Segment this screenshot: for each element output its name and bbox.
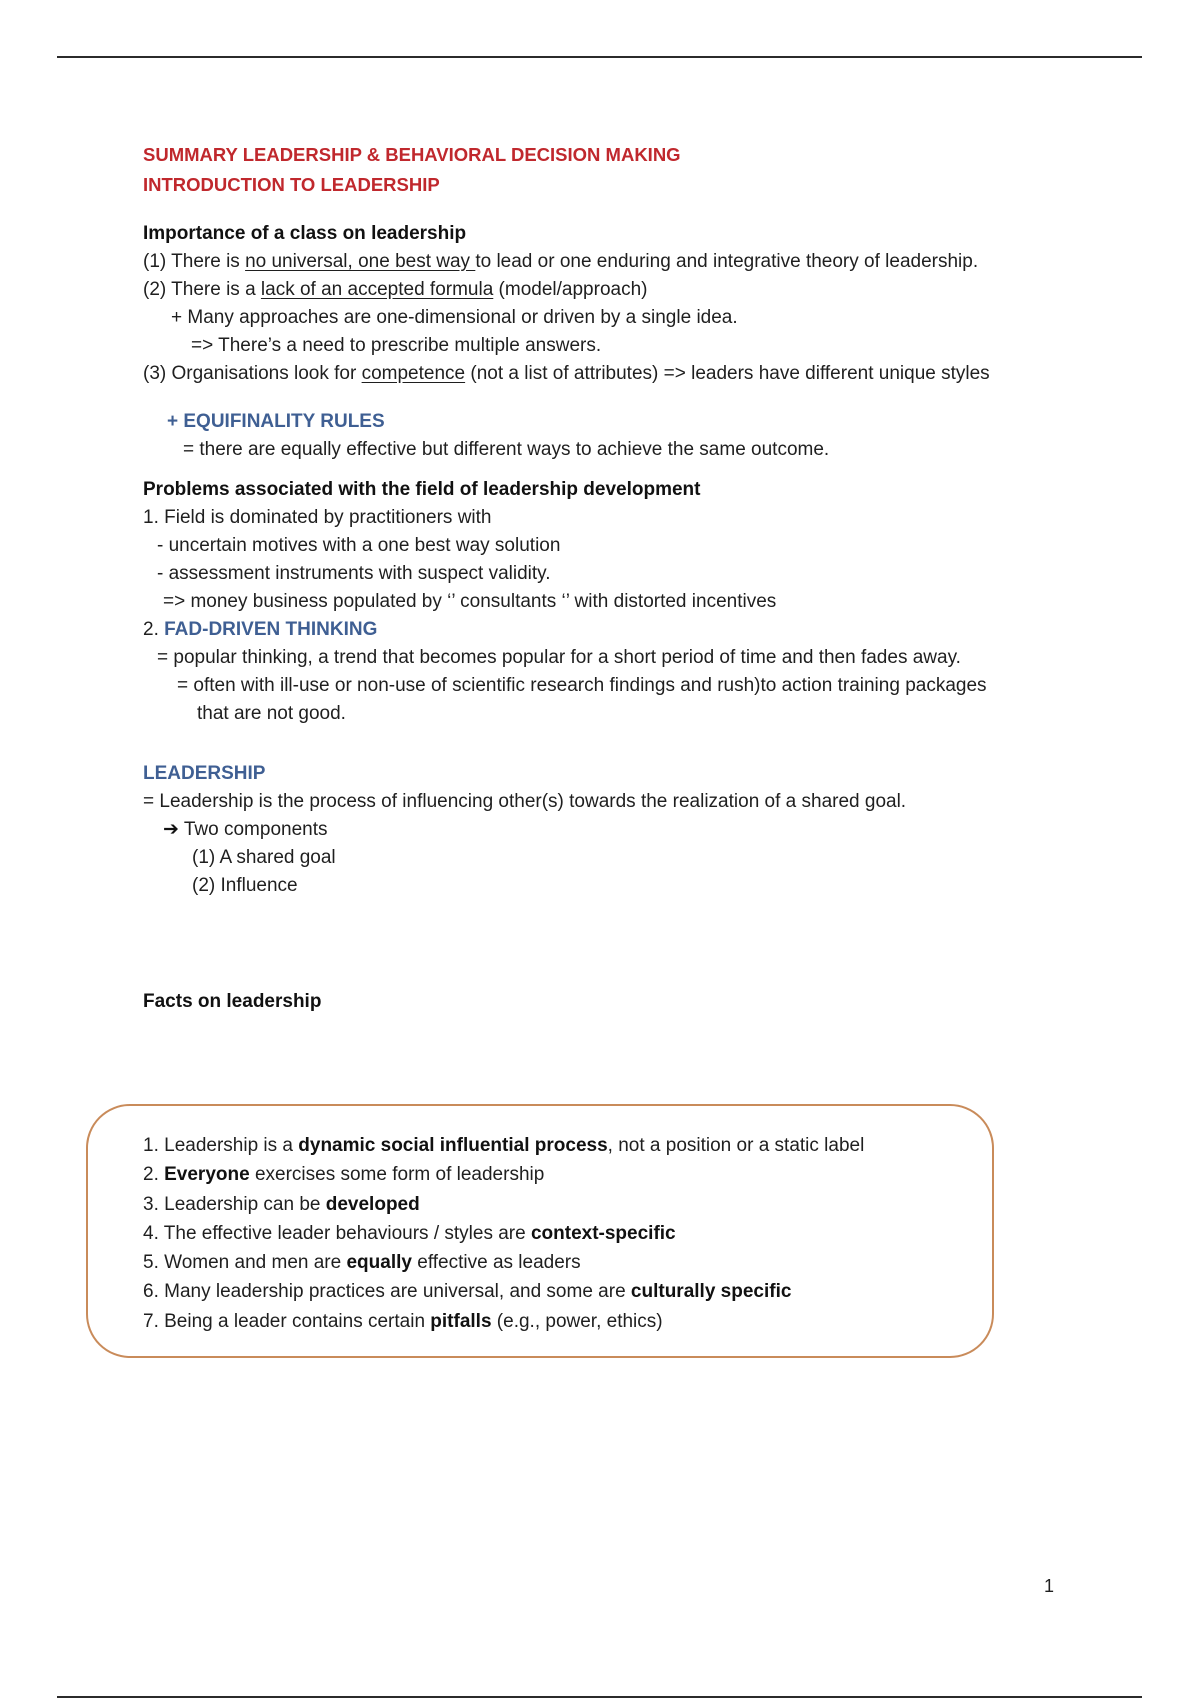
arrow-right-icon: ➔: [163, 819, 179, 840]
fact-text: 2.: [143, 1164, 165, 1186]
fact-item: [143, 1219, 864, 1248]
fact-emphasis: equally: [346, 1252, 412, 1274]
fact-text: exercises some form of leadership: [249, 1164, 545, 1186]
fact-text: 1. Leadership is a: [143, 1135, 299, 1156]
importance-item-3-pre: (3) Organisations look for: [143, 363, 362, 384]
importance-item-2: [143, 276, 1143, 304]
importance-item-2-subsub: => There’s a need to prescribe multiple answers.: [191, 335, 602, 356]
leadership-component-2: (2) Influence: [192, 875, 298, 896]
fact-emphasis: context-specific: [530, 1222, 676, 1244]
importance-item-1: [143, 248, 1143, 276]
fact-emphasis: dynamic social influential process: [298, 1135, 608, 1156]
problems-item-1-c: => money business populated by ‘’ consultants ‘’ with distorted incentives: [163, 591, 777, 612]
fact-emphasis: Everyone: [164, 1164, 250, 1186]
fact-text: 7. Being a leader contains certain: [143, 1310, 431, 1332]
importance-item-3: [143, 360, 1143, 388]
importance-item-1-post: to lead or one enduring and integrative theory of leadership.: [475, 251, 979, 272]
importance-item-1-underlined: no universal, one best way: [245, 251, 476, 272]
fact-item: [143, 1248, 864, 1277]
fact-text: 4. The effective leader behaviours / styles are: [143, 1222, 531, 1244]
document-title: SUMMARY LEADERSHIP & BEHAVIORAL DECISION MAKING: [143, 144, 681, 165]
fact-text: , not a position or a static label: [607, 1135, 865, 1156]
fact-text: 6. Many leadership practices are universal, and some are: [143, 1281, 631, 1303]
equifinality-heading: + EQUIFINALITY RULES: [167, 411, 385, 432]
importance-item-3-post: (not a list of attributes) => leaders have different unique styles: [465, 363, 990, 384]
problems-item-2-definition: = popular thinking, a trend that becomes popular for a short period of time and then fades away.: [157, 647, 961, 668]
leadership-components-label: Two components: [183, 819, 328, 840]
fact-emphasis: culturally specific: [630, 1281, 792, 1303]
importance-heading: Importance of a class on leadership: [143, 223, 467, 244]
problems-item-2-definition-2-cont: that are not good.: [197, 703, 346, 724]
fact-text: (e.g., power, ethics): [491, 1310, 663, 1332]
fact-item: [143, 1131, 864, 1160]
importance-item-3-underlined: competence: [361, 363, 466, 384]
page-number: 1: [1044, 1576, 1055, 1596]
footer-rule: [57, 1696, 1142, 1698]
problems-item-2: [143, 616, 1143, 644]
facts-list: [143, 1131, 864, 1336]
fact-text: 5. Women and men are: [143, 1252, 347, 1274]
leadership-definition: = Leadership is the process of influencing other(s) towards the realization of a shared goal.: [143, 791, 907, 812]
importance-item-2-sub: + Many approaches are one-dimensional or driven by a single idea.: [171, 307, 738, 328]
importance-item-2-post: (model/approach): [493, 279, 648, 300]
fact-text: 3. Leadership can be: [143, 1193, 326, 1215]
importance-item-1-pre: (1) There is: [143, 251, 246, 272]
header-rule: [57, 56, 1142, 58]
fact-item: [143, 1307, 864, 1336]
problems-item-1: 1. Field is dominated by practitioners with: [143, 507, 492, 528]
leadership-component-1: (1) A shared goal: [192, 847, 336, 868]
fact-emphasis: developed: [325, 1193, 420, 1215]
document-body: [143, 140, 1143, 1016]
problems-item-1-b: - assessment instruments with suspect validity.: [157, 563, 551, 584]
problems-item-2-number: 2.: [143, 619, 165, 640]
problems-heading: Problems associated with the field of leadership development: [143, 479, 701, 500]
fact-emphasis: pitfalls: [430, 1310, 492, 1332]
leadership-heading: LEADERSHIP: [143, 763, 266, 784]
fact-item: [143, 1277, 864, 1306]
section-title: INTRODUCTION TO LEADERSHIP: [143, 174, 440, 195]
importance-item-2-underlined: lack of an accepted formula: [260, 279, 494, 300]
fad-driven-label: FAD-DRIVEN THINKING: [164, 619, 378, 640]
fact-item: [143, 1190, 864, 1219]
fact-item: [143, 1160, 864, 1189]
problems-item-2-definition-2: = often with ill-use or non-use of scientific research findings and rush)to action training packages: [177, 675, 987, 696]
leadership-components: [143, 816, 1143, 844]
fact-text: effective as leaders: [411, 1252, 581, 1274]
importance-item-2-pre: (2) There is a: [143, 279, 261, 300]
problems-item-1-a: - uncertain motives with a one best way solution: [157, 535, 561, 556]
facts-heading: Facts on leadership: [143, 991, 322, 1012]
equifinality-definition: = there are equally effective but different ways to achieve the same outcome.: [183, 439, 830, 460]
